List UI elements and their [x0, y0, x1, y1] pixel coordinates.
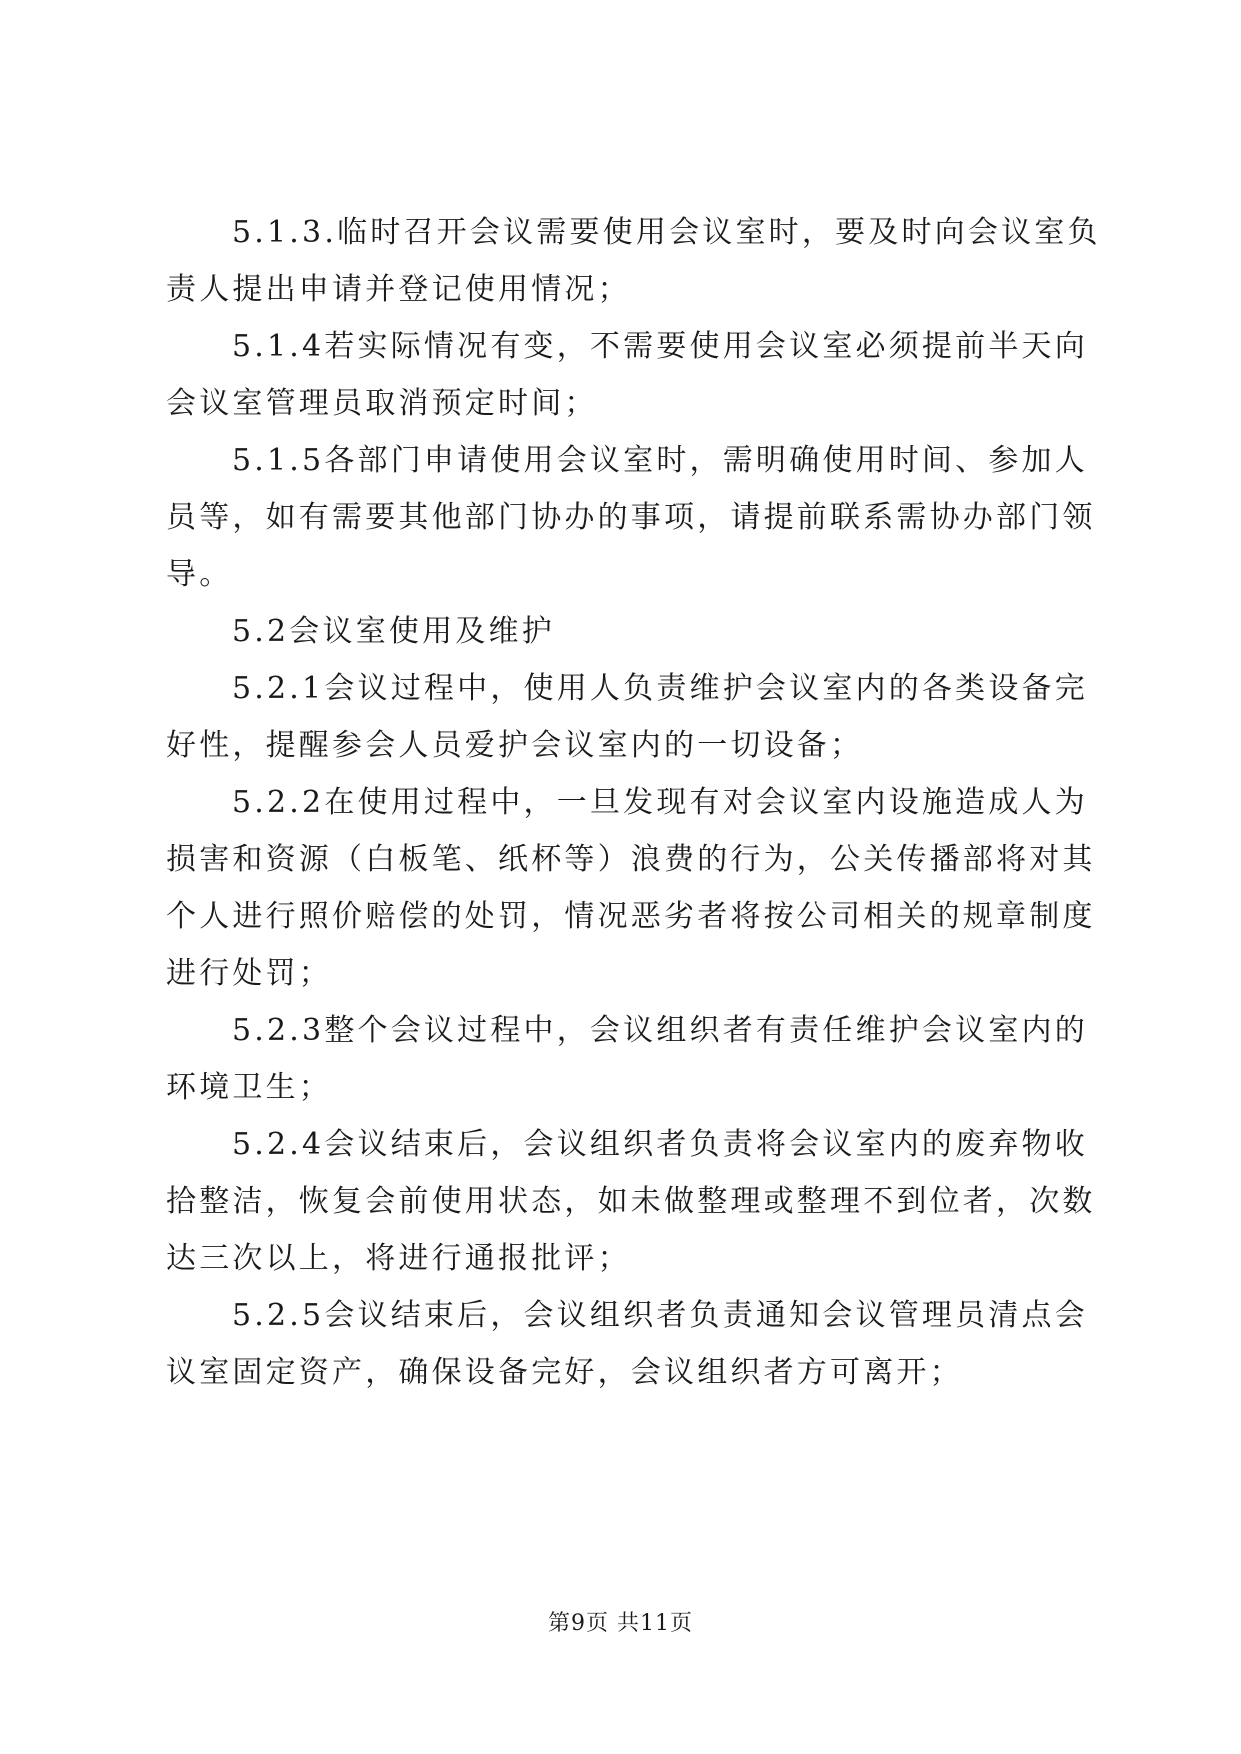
paragraph-line: 5.1.3.临时召开会议需要使用会议室时，要及时向会议室负	[232, 215, 1101, 250]
paragraph-line: 5.2.1会议过程中，使用人负责维护会议室内的各类设备完	[232, 671, 1088, 706]
paragraph-line: 达三次以上，将进行通报批评；	[166, 1241, 631, 1276]
paragraph-line: 拾整洁，恢复会前使用状态，如未做整理或整理不到位者，次数	[166, 1184, 1096, 1219]
paragraph-line: 5.1.4若实际情况有变，不需要使用会议室必须提前半天向	[232, 329, 1088, 364]
paragraph-line: 个人进行照价赔偿的处罚，情况恶劣者将按公司相关的规章制度	[166, 899, 1096, 934]
paragraph-line: 5.2.2在使用过程中，一旦发现有对会议室内设施造成人为	[232, 785, 1088, 820]
section-heading: 5.2会议室使用及维护	[232, 614, 555, 649]
paragraph-line: 好性，提醒参会人员爱护会议室内的一切设备；	[166, 728, 864, 763]
paragraph-line: 5.1.5各部门申请使用会议室时，需明确使用时间、参加人	[232, 443, 1088, 478]
paragraph-line: 环境卫生；	[166, 1070, 332, 1105]
paragraph-line: 5.2.4会议结束后，会议组织者负责将会议室内的废弃物收	[232, 1127, 1088, 1162]
paragraph-line: 责人提出申请并登记使用情况；	[166, 272, 631, 307]
paragraph-line: 员等，如有需要其他部门协办的事项，请提前联系需协办部门领	[166, 500, 1096, 535]
paragraph-line: 进行处罚；	[166, 956, 332, 991]
paragraph-line: 会议室管理员取消预定时间；	[166, 386, 598, 421]
page-number-footer: 第9页 共11页	[548, 1611, 693, 1636]
paragraph-line: 导。	[166, 557, 233, 592]
paragraph-line: 5.2.3整个会议过程中，会议组织者有责任维护会议室内的	[232, 1013, 1088, 1048]
paragraph-line: 议室固定资产，确保设备完好，会议组织者方可离开；	[166, 1355, 963, 1390]
paragraph-line: 损害和资源（白板笔、纸杯等）浪费的行为，公关传播部将对其	[166, 842, 1096, 877]
paragraph-line: 5.2.5会议结束后，会议组织者负责通知会议管理员清点会	[232, 1298, 1088, 1333]
